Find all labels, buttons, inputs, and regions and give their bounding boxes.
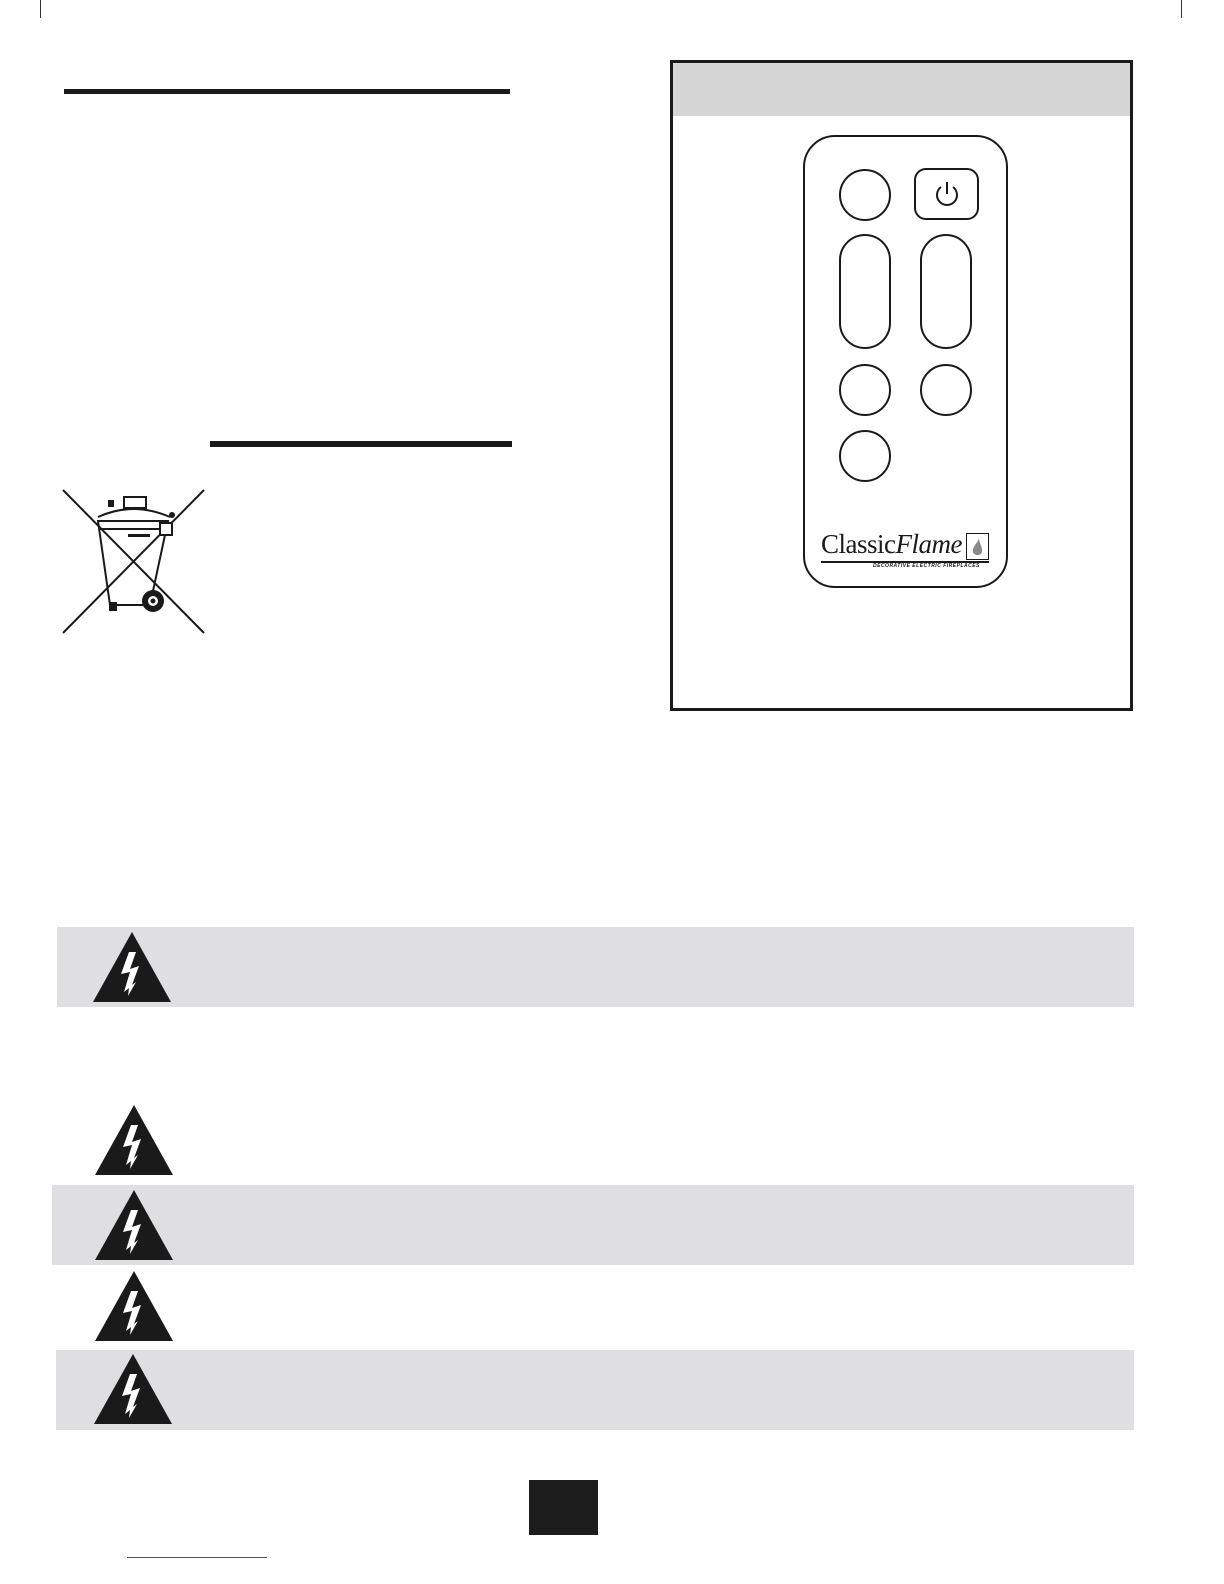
remote-button-top-left[interactable] (839, 169, 891, 221)
electrical-hazard-warning-icon (91, 930, 173, 1002)
warning-band-1 (57, 927, 1134, 1007)
page-number-box (529, 1480, 598, 1535)
crossed-out-wheelie-bin-icon (58, 487, 208, 637)
remote-power-button[interactable] (914, 168, 979, 220)
footer-link-underline[interactable] (127, 1557, 267, 1558)
logo-wordmark: ClassicFlame (821, 529, 962, 559)
remote-button-bottom-left[interactable] (839, 430, 891, 482)
electrical-hazard-warning-icon (93, 1269, 175, 1341)
classicflame-logo (821, 529, 993, 569)
logo-tagline: DECORATIVE ELECTRIC FIREPLACES (873, 563, 980, 569)
remote-button-middle-right[interactable] (920, 364, 972, 416)
power-icon (931, 178, 963, 210)
electrical-hazard-warning-icon (93, 1103, 175, 1175)
remote-rocker-right[interactable] (920, 234, 972, 349)
remote-figure-header (673, 63, 1130, 116)
crop-mark-right (1181, 0, 1182, 18)
electrical-hazard-warning-icon (93, 1188, 175, 1260)
electrical-hazard-warning-icon (92, 1352, 174, 1424)
remote-rocker-left[interactable] (839, 234, 891, 349)
crop-mark-left (40, 0, 41, 18)
flame-drop-icon (966, 533, 989, 560)
warning-band-2 (52, 1185, 1134, 1265)
warning-band-3 (56, 1350, 1134, 1430)
remote-button-middle-left[interactable] (839, 364, 891, 416)
remote-control-figure (670, 60, 1133, 711)
remote-control-body (803, 135, 1008, 588)
section-rule-disposal (210, 441, 512, 447)
section-rule-top (64, 89, 510, 94)
